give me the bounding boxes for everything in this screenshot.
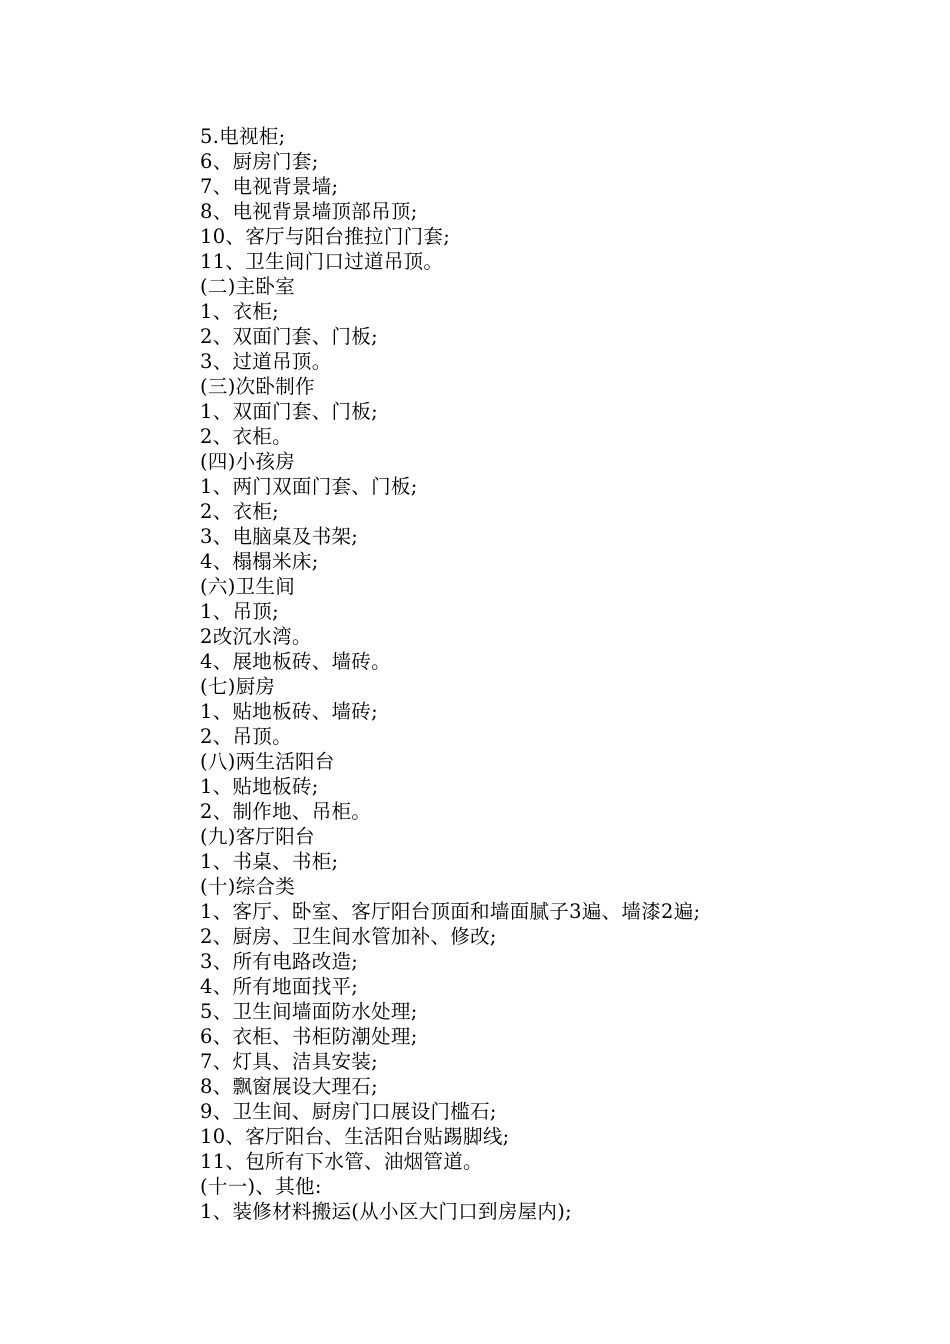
section-heading: (八)两生活阳台 bbox=[200, 750, 335, 773]
section-heading: (四)小孩房 bbox=[200, 450, 296, 473]
text-line: 10、客厅与阳台推拉门门套; bbox=[200, 225, 451, 248]
section-heading: (三)次卧制作 bbox=[200, 375, 315, 398]
text-line: 5、卫生间墙面防水处理; bbox=[200, 1000, 418, 1023]
text-line: 1、书桌、书柜; bbox=[200, 850, 339, 873]
text-line: 11、卫生间门口过道吊顶。 bbox=[200, 250, 444, 273]
text-line: 5.电视柜; bbox=[200, 125, 286, 148]
text-line: 11、包所有下水管、油烟管道。 bbox=[200, 1150, 483, 1173]
section-heading: (九)客厅阳台 bbox=[200, 825, 315, 848]
text-line: 7、电视背景墙; bbox=[200, 175, 339, 198]
text-line: 7、灯具、洁具安装; bbox=[200, 1050, 378, 1073]
text-line: 2、衣柜; bbox=[200, 500, 279, 523]
section-heading: (十一)、其他: bbox=[200, 1175, 322, 1198]
text-line: 3、过道吊顶。 bbox=[200, 350, 332, 373]
text-line: 4、展地板砖、墙砖。 bbox=[200, 650, 391, 673]
text-line: 8、飘窗展设大理石; bbox=[200, 1075, 378, 1098]
text-line: 9、卫生间、厨房门口展设门槛石; bbox=[200, 1100, 497, 1123]
text-line: 4、所有地面找平; bbox=[200, 975, 359, 998]
text-line: 1、贴地板砖、墙砖; bbox=[200, 700, 378, 723]
text-line: 1、双面门套、门板; bbox=[200, 400, 378, 423]
text-line: 1、客厅、卧室、客厅阳台顶面和墙面腻子3遍、墙漆2遍; bbox=[200, 900, 701, 923]
document-body bbox=[200, 124, 900, 1224]
text-line: 2改沉水湾。 bbox=[200, 625, 312, 648]
text-line: 1、衣柜; bbox=[200, 300, 279, 323]
text-line: 2、衣柜。 bbox=[200, 425, 292, 448]
text-line: 8、电视背景墙顶部吊顶; bbox=[200, 200, 418, 223]
text-line: 1、两门双面门套、门板; bbox=[200, 475, 418, 498]
section-heading: (六)卫生间 bbox=[200, 575, 296, 598]
text-line: 1、吊顶; bbox=[200, 600, 279, 623]
text-line: 6、衣柜、书柜防潮处理; bbox=[200, 1025, 418, 1048]
text-line: 1、贴地板砖; bbox=[200, 775, 319, 798]
text-line: 4、榻榻米床; bbox=[200, 550, 319, 573]
section-heading: (二)主卧室 bbox=[200, 275, 296, 298]
text-line: 10、客厅阳台、生活阳台贴踢脚线; bbox=[200, 1125, 510, 1148]
text-line: 3、所有电路改造; bbox=[200, 950, 359, 973]
section-heading: (七)厨房 bbox=[200, 675, 276, 698]
text-line: 6、厨房门套; bbox=[200, 150, 319, 173]
text-line: 1、装修材料搬运(从小区大门口到房屋内); bbox=[200, 1200, 572, 1223]
text-line: 2、厨房、卫生间水管加补、修改; bbox=[200, 925, 497, 948]
text-line: 2、吊顶。 bbox=[200, 725, 292, 748]
text-line: 3、电脑桌及书架; bbox=[200, 525, 359, 548]
section-heading: (十)综合类 bbox=[200, 875, 296, 898]
text-line: 2、双面门套、门板; bbox=[200, 325, 378, 348]
text-line: 2、制作地、吊柜。 bbox=[200, 800, 372, 823]
